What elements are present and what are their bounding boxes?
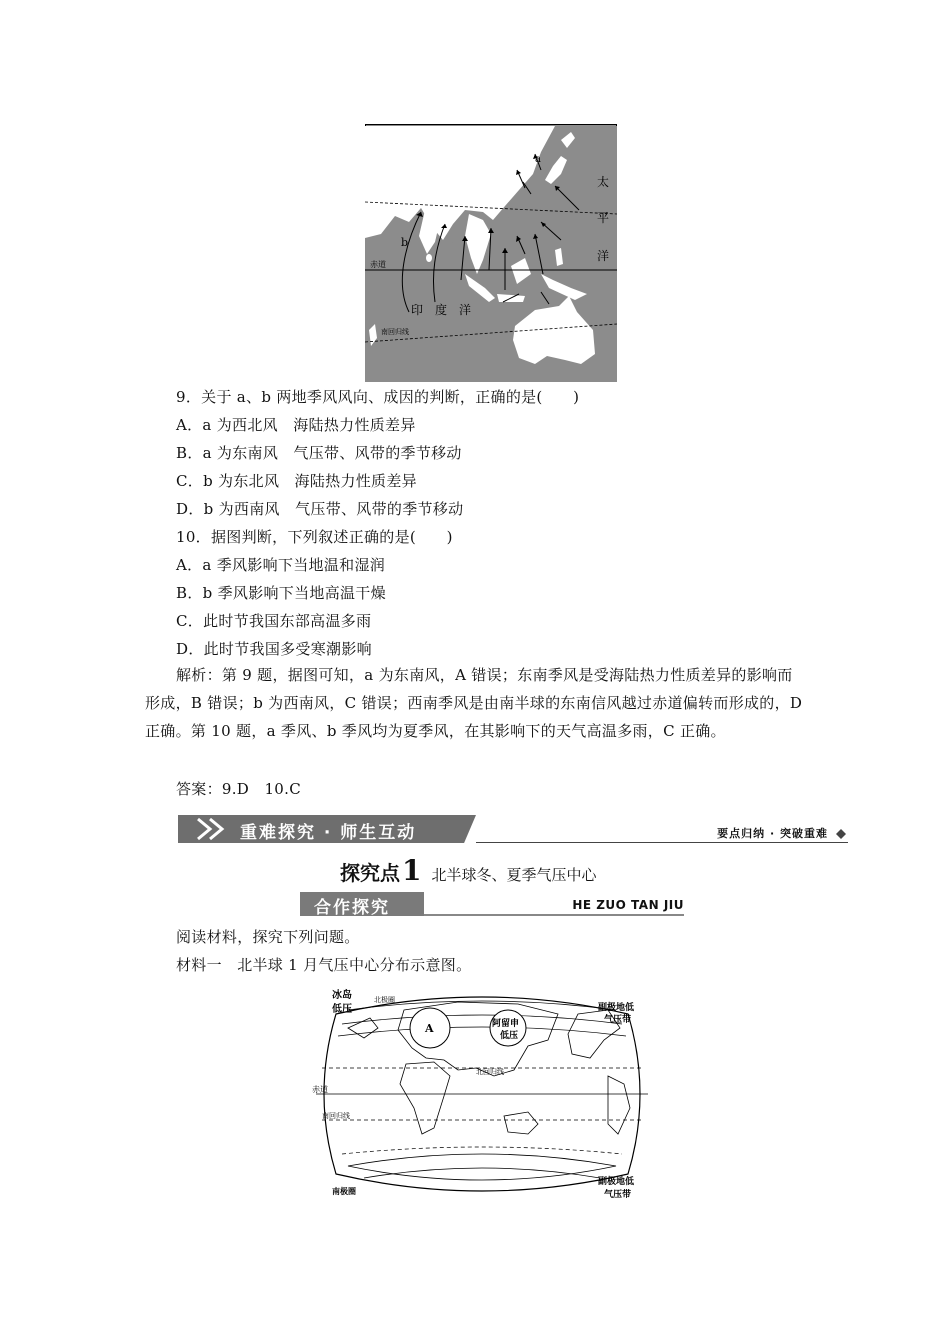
banner-underline	[476, 842, 848, 843]
map1-label-ping: 平	[597, 211, 610, 225]
coop-bar	[300, 892, 684, 916]
probe-heading	[340, 854, 597, 887]
q10-stem: 10．据图判断，下列叙述正确的是( )	[176, 528, 453, 546]
q9-option-d: D．b 为西南风 气压带、风带的季节移动	[176, 500, 464, 518]
banner-right-text: 要点归纳 · 突破重难	[717, 827, 828, 840]
diamond-icon	[836, 829, 846, 839]
map1-label-tropic-south: 南回归线	[381, 328, 409, 336]
coop-right-text: HE ZUO TAN JIU	[572, 898, 684, 912]
intro-text: 阅读材料，探究下列问题。	[176, 928, 360, 946]
q9-option-a: A．a 为西北风 海陆热力性质差异	[176, 416, 416, 434]
probe-number: 1	[402, 854, 422, 887]
map2-label-pressure-belt-south: 气压带	[604, 1190, 632, 1200]
q10-option-c: C．此时节我国东部高温多雨	[176, 612, 372, 630]
material1-text: 材料一 北半球 1 月气压中心分布示意图。	[176, 956, 472, 974]
map2-label-arctic-circle: 北极圈	[374, 996, 395, 1004]
answer-text: 答案：9.D 10.C	[176, 780, 301, 798]
map2-label-antarctic-circle: 南极圈	[332, 1186, 356, 1196]
map2-label-subpolar-low: 副极地低	[598, 1003, 635, 1013]
map2-label-iceland: 冰岛	[332, 990, 352, 1001]
q10-option-d: D．此时节我国多受寒潮影响	[176, 640, 372, 658]
q9-option-c: C．b 为东北风 海陆热力性质差异	[176, 472, 417, 490]
q9-stem: 9．关于 a、b 两地季风风向、成因的判断，正确的是( )	[176, 388, 580, 406]
probe-subtitle: 北半球冬、夏季气压中心	[431, 866, 597, 884]
map1-label-b: b	[401, 236, 409, 249]
map1-label-equator: 赤道	[370, 260, 386, 269]
monsoon-map	[365, 124, 617, 382]
coop-underline	[424, 914, 684, 916]
map1-label-indian-ocean: 印 度 洋	[411, 303, 472, 317]
map2-label-subpolar-low-south: 副极地低	[598, 1177, 635, 1187]
pressure-center-map	[308, 984, 656, 1202]
double-chevron-icon	[194, 817, 238, 841]
map2-label-low: 低压	[332, 1004, 352, 1015]
map1-label-tai: 太	[597, 175, 610, 189]
map1-label-yang: 洋	[597, 249, 610, 263]
q9-option-b: B．a 为东南风 气压带、风带的季节移动	[176, 444, 462, 462]
map2-label-aleutian: 阿留申	[492, 1019, 520, 1029]
q10-option-b: B．b 季风影响下当地高温干燥	[176, 584, 386, 602]
map2-label-pressure-belt: 气压带	[604, 1015, 632, 1025]
map2-label-tropic-north: 北回归线	[476, 1068, 504, 1076]
map1-label-a: a	[535, 154, 541, 165]
map2-label-equator: 赤道	[312, 1085, 328, 1094]
map2-label-aleutian-low: 低压	[500, 1031, 519, 1041]
analysis-text: 解析：第 9 题，据图可知，a 为东南风，A 错误；东南季风是受海陆热力性质差异的影响而形成，B 错误；b 为西南风，C 错误；西南季风是由南半球的东南信风越过赤道偏转而形成的，D 正确。第 10 题，a 季风、b 季风均为夏季风，在其影响下的天气高温多雨，C 正确。	[145, 666, 803, 740]
coop-title: 合作探究	[314, 898, 390, 918]
probe-title: 探究点	[340, 861, 400, 885]
map2-label-tropic-south: 南回归线	[322, 1112, 350, 1120]
q10-option-a: A．a 季风影响下当地温和湿润	[176, 556, 386, 574]
map2-label-center-a: A	[425, 1022, 434, 1035]
section-banner	[178, 815, 848, 843]
banner-title: 重难探究 · 师生互动	[240, 823, 417, 843]
